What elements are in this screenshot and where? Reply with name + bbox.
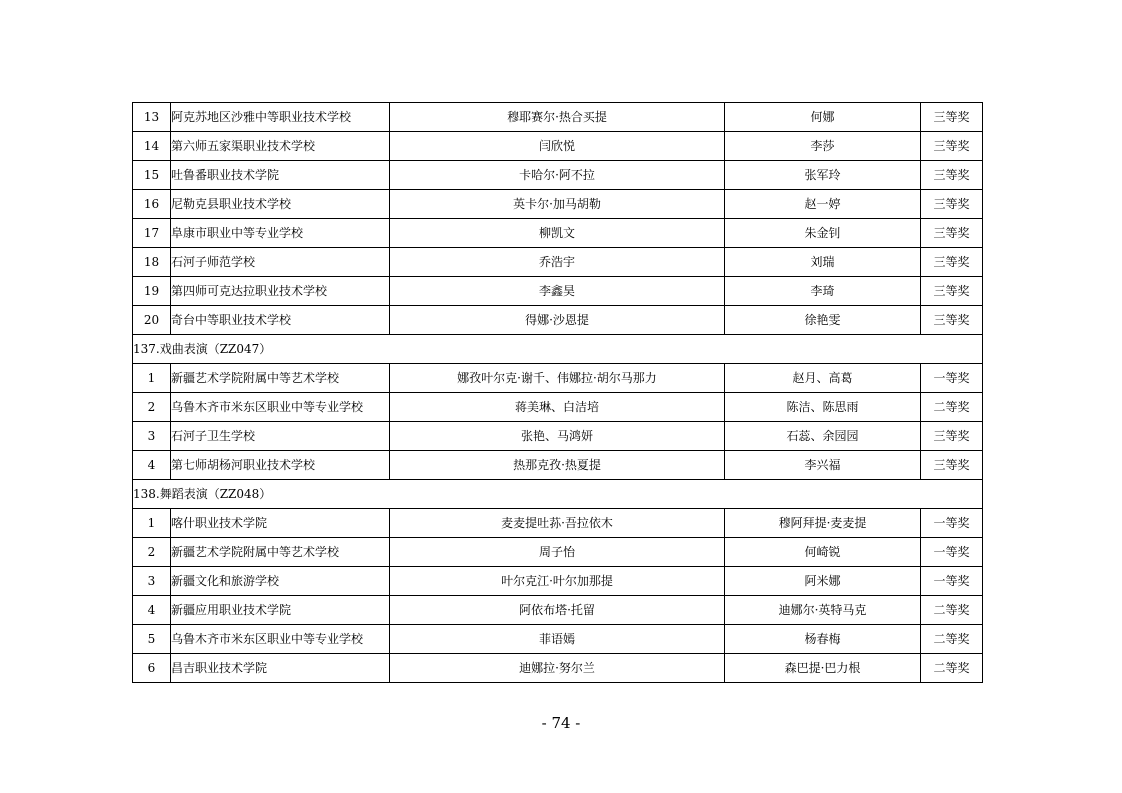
row-number: 1 [133, 364, 171, 393]
school-name: 新疆艺术学院附属中等艺术学校 [171, 538, 390, 567]
student-names: 麦麦提吐荪·吾拉依木 [390, 509, 725, 538]
row-number: 17 [133, 219, 171, 248]
student-names: 蒋美琳、白洁培 [390, 393, 725, 422]
award-level: 三等奖 [921, 219, 983, 248]
teacher-names: 杨春梅 [725, 625, 921, 654]
row-number: 19 [133, 277, 171, 306]
teacher-names: 朱金钊 [725, 219, 921, 248]
award-level: 三等奖 [921, 161, 983, 190]
school-name: 喀什职业技术学院 [171, 509, 390, 538]
award-level: 一等奖 [921, 538, 983, 567]
awards-table-body [133, 103, 983, 683]
teacher-names: 徐艳雯 [725, 306, 921, 335]
award-level: 三等奖 [921, 277, 983, 306]
table-row [133, 103, 983, 132]
school-name: 吐鲁番职业技术学院 [171, 161, 390, 190]
table-row [133, 190, 983, 219]
row-number: 4 [133, 451, 171, 480]
teacher-names: 何崎锐 [725, 538, 921, 567]
page-number: - 74 - [541, 714, 581, 732]
student-names: 菲语嫣 [390, 625, 725, 654]
award-level: 二等奖 [921, 625, 983, 654]
table-row [133, 393, 983, 422]
awards-table [132, 102, 983, 683]
award-level: 三等奖 [921, 451, 983, 480]
student-names: 张艳、马鸿妍 [390, 422, 725, 451]
award-level: 二等奖 [921, 596, 983, 625]
school-name: 石河子师范学校 [171, 248, 390, 277]
table-row [133, 248, 983, 277]
row-number: 4 [133, 596, 171, 625]
school-name: 石河子卫生学校 [171, 422, 390, 451]
teacher-names: 赵月、高葛 [725, 364, 921, 393]
school-name: 昌吉职业技术学院 [171, 654, 390, 683]
school-name: 乌鲁木齐市米东区职业中等专业学校 [171, 625, 390, 654]
row-number: 13 [133, 103, 171, 132]
school-name: 第六师五家渠职业技术学校 [171, 132, 390, 161]
row-number: 14 [133, 132, 171, 161]
table-row [133, 567, 983, 596]
school-name: 阿克苏地区沙雅中等职业技术学校 [171, 103, 390, 132]
row-number: 6 [133, 654, 171, 683]
table-row [133, 654, 983, 683]
award-level: 三等奖 [921, 132, 983, 161]
award-level: 一等奖 [921, 567, 983, 596]
section-header-row [133, 335, 983, 364]
teacher-names: 陈洁、陈思雨 [725, 393, 921, 422]
table-row [133, 364, 983, 393]
table-row [133, 306, 983, 335]
award-level: 一等奖 [921, 509, 983, 538]
section-title: 138.舞蹈表演（ZZ048） [133, 480, 983, 509]
table-row [133, 451, 983, 480]
student-names: 阿依布塔·托留 [390, 596, 725, 625]
student-names: 叶尔克江·叶尔加那提 [390, 567, 725, 596]
award-level: 二等奖 [921, 654, 983, 683]
table-row [133, 422, 983, 451]
table-row [133, 132, 983, 161]
student-names: 热那克孜·热夏提 [390, 451, 725, 480]
teacher-names: 穆阿拜提·麦麦提 [725, 509, 921, 538]
teacher-names: 石蕊、余园园 [725, 422, 921, 451]
row-number: 3 [133, 422, 171, 451]
table-row [133, 625, 983, 654]
row-number: 3 [133, 567, 171, 596]
row-number: 1 [133, 509, 171, 538]
teacher-names: 何娜 [725, 103, 921, 132]
teacher-names: 刘瑞 [725, 248, 921, 277]
teacher-names: 赵一婷 [725, 190, 921, 219]
school-name: 新疆艺术学院附属中等艺术学校 [171, 364, 390, 393]
student-names: 娜孜叶尔克·谢千、伟娜拉·胡尔马那力 [390, 364, 725, 393]
table-row [133, 596, 983, 625]
row-number: 18 [133, 248, 171, 277]
section-header-row [133, 480, 983, 509]
school-name: 新疆文化和旅游学校 [171, 567, 390, 596]
school-name: 乌鲁木齐市米东区职业中等专业学校 [171, 393, 390, 422]
row-number: 16 [133, 190, 171, 219]
award-level: 二等奖 [921, 393, 983, 422]
teacher-names: 李琦 [725, 277, 921, 306]
award-level: 三等奖 [921, 422, 983, 451]
student-names: 李鑫昊 [390, 277, 725, 306]
teacher-names: 迪娜尔·英特马克 [725, 596, 921, 625]
school-name: 第四师可克达拉职业技术学校 [171, 277, 390, 306]
table-row [133, 219, 983, 248]
award-level: 三等奖 [921, 190, 983, 219]
teacher-names: 李莎 [725, 132, 921, 161]
student-names: 穆耶赛尔·热合买提 [390, 103, 725, 132]
student-names: 得娜·沙恩提 [390, 306, 725, 335]
school-name: 新疆应用职业技术学院 [171, 596, 390, 625]
student-names: 乔浩宇 [390, 248, 725, 277]
row-number: 2 [133, 538, 171, 567]
school-name: 尼勒克县职业技术学校 [171, 190, 390, 219]
teacher-names: 森巴提·巴力根 [725, 654, 921, 683]
student-names: 迪娜拉·努尔兰 [390, 654, 725, 683]
student-names: 周子怡 [390, 538, 725, 567]
award-level: 三等奖 [921, 306, 983, 335]
teacher-names: 张军玲 [725, 161, 921, 190]
row-number: 2 [133, 393, 171, 422]
row-number: 20 [133, 306, 171, 335]
student-names: 英卡尔·加马胡勒 [390, 190, 725, 219]
award-level: 一等奖 [921, 364, 983, 393]
row-number: 15 [133, 161, 171, 190]
school-name: 奇台中等职业技术学校 [171, 306, 390, 335]
student-names: 卡哈尔·阿不拉 [390, 161, 725, 190]
teacher-names: 李兴福 [725, 451, 921, 480]
table-row [133, 538, 983, 567]
award-level: 三等奖 [921, 248, 983, 277]
school-name: 第七师胡杨河职业技术学校 [171, 451, 390, 480]
table-row [133, 277, 983, 306]
section-title: 137.戏曲表演（ZZ047） [133, 335, 983, 364]
student-names: 闫欣悦 [390, 132, 725, 161]
table-row [133, 161, 983, 190]
school-name: 阜康市职业中等专业学校 [171, 219, 390, 248]
table-row [133, 509, 983, 538]
award-level: 三等奖 [921, 103, 983, 132]
teacher-names: 阿米娜 [725, 567, 921, 596]
row-number: 5 [133, 625, 171, 654]
student-names: 柳凯文 [390, 219, 725, 248]
